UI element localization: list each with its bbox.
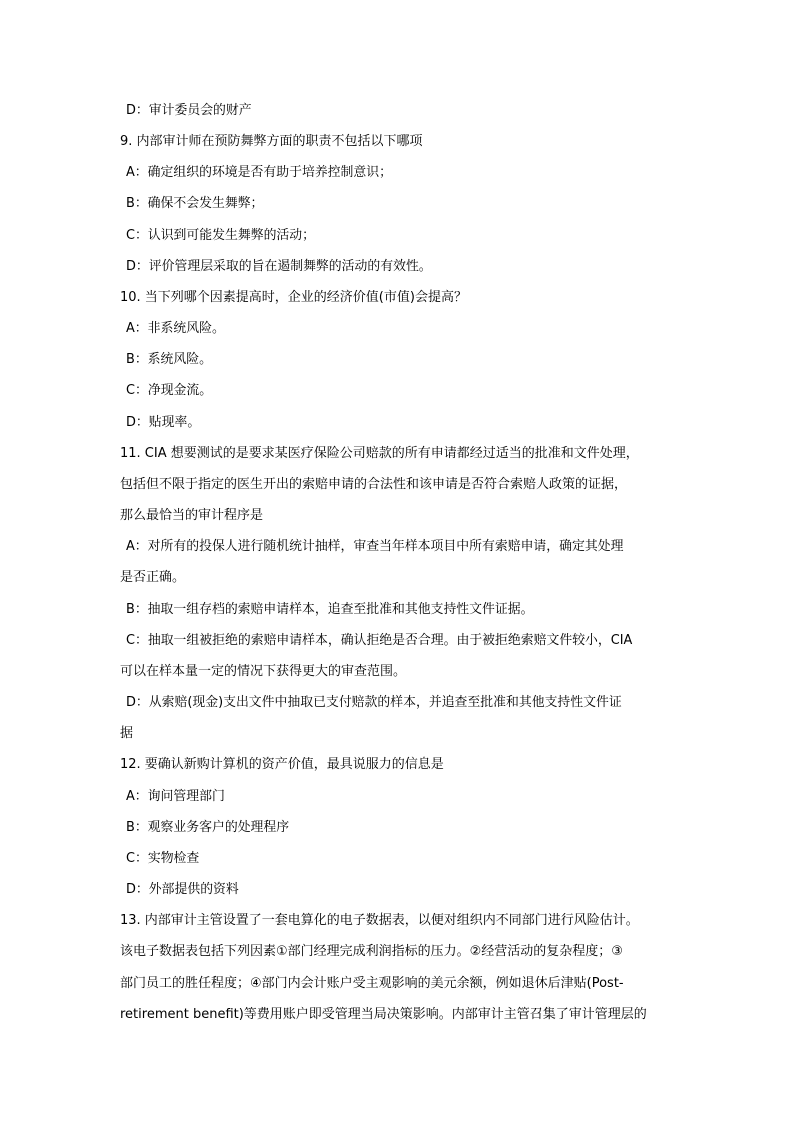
option-line: A：对所有的投保人进行随机统计抽样，审查当年样本项目中所有索赔申请，确定其处理 xyxy=(126,539,624,554)
option-line: B：确保不会发生舞弊； xyxy=(126,196,264,211)
option-line: B：系统风险。 xyxy=(126,352,212,367)
question-line: 13. 内部审计主管设置了一套电算化的电子数据表，以便对组织内不同部门进行风险估计。 xyxy=(120,913,639,928)
option-continuation: 是否正确。 xyxy=(120,570,186,585)
question-line: 12. 要确认新购计算机的资产价值，最具说服力的信息是 xyxy=(120,757,444,772)
option-line: D：评价管理层采取的旨在遏制舞弊的活动的有效性。 xyxy=(126,259,432,274)
option-line: D：贴现率。 xyxy=(126,415,201,430)
option-line: A：询问管理部门 xyxy=(126,789,225,804)
option-line: C：净现金流。 xyxy=(126,383,213,398)
option-continuation: 据 xyxy=(120,726,134,741)
question-continuation: 包括但不限于指定的医生开出的索赔申请的合法性和该申请是否符合索赔人政策的证据， xyxy=(120,477,628,492)
option-line: A：非系统风险。 xyxy=(126,321,225,336)
question-continuation: 部门员工的胜任程度；④部门内会计账户受主观影响的美元余额，例如退休后津贴(Post- xyxy=(120,976,624,991)
option-line: C：认识到可能发生舞弊的活动； xyxy=(126,228,316,243)
option-line: A：确定组织的环境是否有助于培养控制意识； xyxy=(126,165,392,180)
option-line: D：审计委员会的财产 xyxy=(126,103,252,118)
option-line: D：外部提供的资料 xyxy=(126,882,239,897)
question-line: 11. CIA 想要测试的是要求某医疗保险公司赔款的所有申请都经过适当的批准和文件处理， xyxy=(120,446,639,461)
question-continuation: retirement benefit)等费用账户即受管理当局决策影响。内部审计主管召集了审计管理层的 xyxy=(120,1007,647,1022)
question-continuation: 该电子数据表包括下列因素①部门经理完成利润指标的压力。②经营活动的复杂程度；③ xyxy=(120,944,623,959)
question-line: 10. 当下列哪个因素提高时，企业的经济价值(市值)会提高？ xyxy=(120,290,467,305)
option-line: B：抽取一组存档的索赔申请样本，追查至批准和其他支持性文件证据。 xyxy=(126,602,534,617)
option-line: B：观察业务客户的处理程序 xyxy=(126,820,290,835)
option-continuation: 可以在样本量一定的情况下获得更大的审查范围。 xyxy=(120,664,407,679)
question-line: 9. 内部审计师在预防舞弊方面的职责不包括以下哪项 xyxy=(120,134,423,149)
option-line: D：从索赔(现金)支出文件中抽取已支付赔款的样本，并追查至批准和其他支持性文件证 xyxy=(126,695,622,710)
option-line: C：实物检查 xyxy=(126,851,200,866)
option-line: C：抽取一组被拒绝的索赔申请样本，确认拒绝是否合理。由于被拒绝索赔文件较小，CIA xyxy=(126,633,633,648)
question-continuation: 那么最恰当的审计程序是 xyxy=(120,508,264,523)
